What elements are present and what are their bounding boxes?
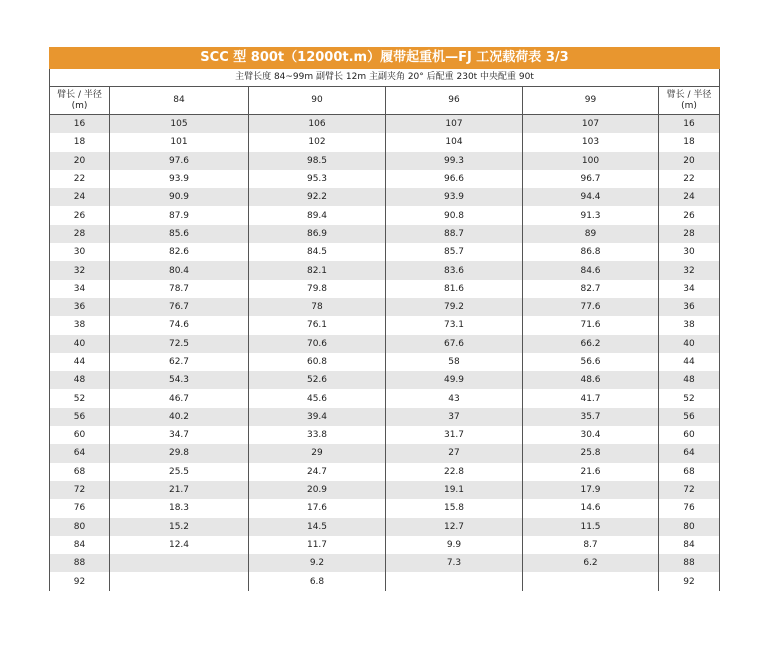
table-row (50, 426, 720, 444)
load-cell: 31.7 (386, 426, 523, 444)
left-header-label: 臂长 / 半径 (57, 89, 102, 100)
load-cell: 67.6 (386, 335, 523, 353)
load-cell: 29.8 (110, 444, 249, 462)
load-cell: 25.5 (110, 463, 249, 481)
load-cell: 25.8 (523, 444, 659, 462)
load-cell: 82.7 (523, 280, 659, 298)
radius-cell-right: 28 (659, 225, 720, 243)
boom-length-header: 90 (249, 87, 386, 115)
radius-cell-right: 60 (659, 426, 720, 444)
right-header-cell (659, 87, 720, 115)
load-cell: 82.6 (110, 243, 249, 261)
load-cell: 66.2 (523, 335, 659, 353)
load-cell: 33.8 (249, 426, 386, 444)
load-cell: 102 (249, 133, 386, 151)
table-row (50, 115, 720, 134)
load-cell: 97.6 (110, 152, 249, 170)
load-cell: 79.2 (386, 298, 523, 316)
load-cell: 35.7 (523, 408, 659, 426)
radius-cell-right: 52 (659, 389, 720, 407)
load-cell (386, 572, 523, 590)
load-cell: 8.7 (523, 536, 659, 554)
load-cell: 20.9 (249, 481, 386, 499)
table-row (50, 463, 720, 481)
table-row (50, 225, 720, 243)
load-cell: 96.7 (523, 170, 659, 188)
boom-length-header: 96 (386, 87, 523, 115)
radius-cell-right: 56 (659, 408, 720, 426)
load-cell: 105 (110, 115, 249, 134)
load-cell: 46.7 (110, 389, 249, 407)
load-cell: 9.9 (386, 536, 523, 554)
table-body (50, 115, 720, 591)
load-cell: 107 (386, 115, 523, 134)
table-row (50, 554, 720, 572)
radius-cell-right: 36 (659, 298, 720, 316)
radius-cell-right: 84 (659, 536, 720, 554)
radius-cell-right: 18 (659, 133, 720, 151)
header-row (50, 87, 720, 115)
radius-cell: 92 (50, 572, 110, 590)
radius-cell: 64 (50, 444, 110, 462)
radius-cell: 24 (50, 188, 110, 206)
load-cell: 40.2 (110, 408, 249, 426)
radius-cell-right: 16 (659, 115, 720, 134)
table-row (50, 298, 720, 316)
radius-cell-right: 26 (659, 206, 720, 224)
radius-cell-right: 34 (659, 280, 720, 298)
radius-cell: 30 (50, 243, 110, 261)
load-cell: 86.9 (249, 225, 386, 243)
left-header-unit: (m) (71, 100, 88, 111)
radius-cell: 36 (50, 298, 110, 316)
load-cell: 94.4 (523, 188, 659, 206)
load-cell: 91.3 (523, 206, 659, 224)
right-header-unit: (m) (681, 100, 697, 111)
radius-cell: 80 (50, 518, 110, 536)
load-cell: 81.6 (386, 280, 523, 298)
load-cell: 14.5 (249, 518, 386, 536)
load-cell: 7.3 (386, 554, 523, 572)
table-row (50, 481, 720, 499)
load-cell: 77.6 (523, 298, 659, 316)
load-cell: 78.7 (110, 280, 249, 298)
radius-cell: 38 (50, 316, 110, 334)
table-row (50, 371, 720, 389)
radius-cell: 28 (50, 225, 110, 243)
radius-cell-right: 64 (659, 444, 720, 462)
load-cell: 22.8 (386, 463, 523, 481)
load-cell: 45.6 (249, 389, 386, 407)
load-cell: 76.7 (110, 298, 249, 316)
load-cell: 62.7 (110, 353, 249, 371)
load-cell: 89.4 (249, 206, 386, 224)
load-table (49, 86, 720, 591)
load-cell: 54.3 (110, 371, 249, 389)
load-cell: 73.1 (386, 316, 523, 334)
load-cell: 71.6 (523, 316, 659, 334)
load-cell: 96.6 (386, 170, 523, 188)
radius-cell: 68 (50, 463, 110, 481)
table-row (50, 499, 720, 517)
load-cell: 15.8 (386, 499, 523, 517)
right-header-label: 臂长 / 半径 (666, 89, 712, 100)
load-cell: 79.8 (249, 280, 386, 298)
radius-cell-right: 22 (659, 170, 720, 188)
load-cell: 17.9 (523, 481, 659, 499)
table-row (50, 316, 720, 334)
radius-cell: 52 (50, 389, 110, 407)
load-cell: 11.5 (523, 518, 659, 536)
boom-length-header: 84 (110, 87, 249, 115)
load-cell: 95.3 (249, 170, 386, 188)
load-cell: 80.4 (110, 261, 249, 279)
load-cell: 49.9 (386, 371, 523, 389)
load-cell: 24.7 (249, 463, 386, 481)
load-cell (523, 572, 659, 590)
radius-cell-right: 44 (659, 353, 720, 371)
load-cell: 104 (386, 133, 523, 151)
radius-cell-right: 48 (659, 371, 720, 389)
load-cell: 82.1 (249, 261, 386, 279)
load-cell: 76.1 (249, 316, 386, 334)
load-cell: 21.6 (523, 463, 659, 481)
radius-cell-right: 32 (659, 261, 720, 279)
radius-cell-right: 76 (659, 499, 720, 517)
load-cell: 93.9 (110, 170, 249, 188)
table-row (50, 133, 720, 151)
load-cell: 74.6 (110, 316, 249, 334)
load-cell: 87.9 (110, 206, 249, 224)
table-row (50, 389, 720, 407)
table-row (50, 152, 720, 170)
load-cell: 12.4 (110, 536, 249, 554)
radius-cell-right: 68 (659, 463, 720, 481)
table-row (50, 353, 720, 371)
load-cell: 43 (386, 389, 523, 407)
radius-cell: 34 (50, 280, 110, 298)
load-cell: 14.6 (523, 499, 659, 517)
radius-cell: 48 (50, 371, 110, 389)
boom-length-header: 99 (523, 87, 659, 115)
radius-cell: 40 (50, 335, 110, 353)
load-cell: 60.8 (249, 353, 386, 371)
load-cell: 78 (249, 298, 386, 316)
load-cell: 39.4 (249, 408, 386, 426)
load-cell: 84.6 (523, 261, 659, 279)
load-cell: 100 (523, 152, 659, 170)
load-cell: 101 (110, 133, 249, 151)
load-cell: 70.6 (249, 335, 386, 353)
load-cell: 72.5 (110, 335, 249, 353)
load-cell: 12.7 (386, 518, 523, 536)
table-row (50, 444, 720, 462)
load-cell: 15.2 (110, 518, 249, 536)
radius-cell-right: 20 (659, 152, 720, 170)
load-chart (49, 47, 720, 591)
radius-cell: 26 (50, 206, 110, 224)
load-cell: 6.2 (523, 554, 659, 572)
radius-cell-right: 72 (659, 481, 720, 499)
load-cell: 85.6 (110, 225, 249, 243)
load-cell: 106 (249, 115, 386, 134)
table-row (50, 170, 720, 188)
radius-cell: 88 (50, 554, 110, 572)
load-cell: 11.7 (249, 536, 386, 554)
radius-cell-right: 80 (659, 518, 720, 536)
load-cell: 90.8 (386, 206, 523, 224)
load-cell: 37 (386, 408, 523, 426)
table-row (50, 408, 720, 426)
load-cell: 86.8 (523, 243, 659, 261)
radius-cell: 84 (50, 536, 110, 554)
load-cell: 56.6 (523, 353, 659, 371)
load-cell (110, 554, 249, 572)
table-row (50, 518, 720, 536)
radius-cell: 76 (50, 499, 110, 517)
radius-cell: 72 (50, 481, 110, 499)
load-cell: 52.6 (249, 371, 386, 389)
load-cell: 92.2 (249, 188, 386, 206)
radius-cell-right: 40 (659, 335, 720, 353)
table-row (50, 536, 720, 554)
load-cell: 93.9 (386, 188, 523, 206)
load-cell: 41.7 (523, 389, 659, 407)
table-row (50, 572, 720, 590)
load-cell: 17.6 (249, 499, 386, 517)
load-cell: 98.5 (249, 152, 386, 170)
load-cell: 83.6 (386, 261, 523, 279)
radius-cell-right: 88 (659, 554, 720, 572)
radius-cell: 56 (50, 408, 110, 426)
load-cell: 99.3 (386, 152, 523, 170)
load-cell: 90.9 (110, 188, 249, 206)
load-cell: 58 (386, 353, 523, 371)
table-row (50, 280, 720, 298)
load-cell (110, 572, 249, 590)
radius-cell-right: 38 (659, 316, 720, 334)
radius-cell: 16 (50, 115, 110, 134)
radius-cell: 20 (50, 152, 110, 170)
table-row (50, 206, 720, 224)
load-cell: 29 (249, 444, 386, 462)
table-row (50, 335, 720, 353)
load-cell: 30.4 (523, 426, 659, 444)
load-cell: 6.8 (249, 572, 386, 590)
radius-cell: 44 (50, 353, 110, 371)
load-cell: 84.5 (249, 243, 386, 261)
load-cell: 88.7 (386, 225, 523, 243)
load-cell: 9.2 (249, 554, 386, 572)
table-subtitle: 主臂长度 84~99m 副臂长 12m 主副夹角 20° 后配重 230t 中央配重 90t (49, 69, 720, 86)
load-cell: 89 (523, 225, 659, 243)
load-cell: 27 (386, 444, 523, 462)
load-cell: 18.3 (110, 499, 249, 517)
radius-cell: 22 (50, 170, 110, 188)
load-cell: 34.7 (110, 426, 249, 444)
load-cell: 85.7 (386, 243, 523, 261)
load-cell: 48.6 (523, 371, 659, 389)
table-row (50, 261, 720, 279)
radius-cell-right: 24 (659, 188, 720, 206)
load-cell: 19.1 (386, 481, 523, 499)
table-row (50, 188, 720, 206)
load-cell: 107 (523, 115, 659, 134)
radius-cell: 60 (50, 426, 110, 444)
radius-cell: 18 (50, 133, 110, 151)
radius-cell-right: 30 (659, 243, 720, 261)
radius-cell-right: 92 (659, 572, 720, 590)
table-title: SCC 型 800t（12000t.m）履带起重机—FJ 工况载荷表 3/3 (49, 47, 720, 69)
load-cell: 21.7 (110, 481, 249, 499)
load-cell: 103 (523, 133, 659, 151)
table-row (50, 243, 720, 261)
radius-cell: 32 (50, 261, 110, 279)
left-header-cell (50, 87, 110, 115)
